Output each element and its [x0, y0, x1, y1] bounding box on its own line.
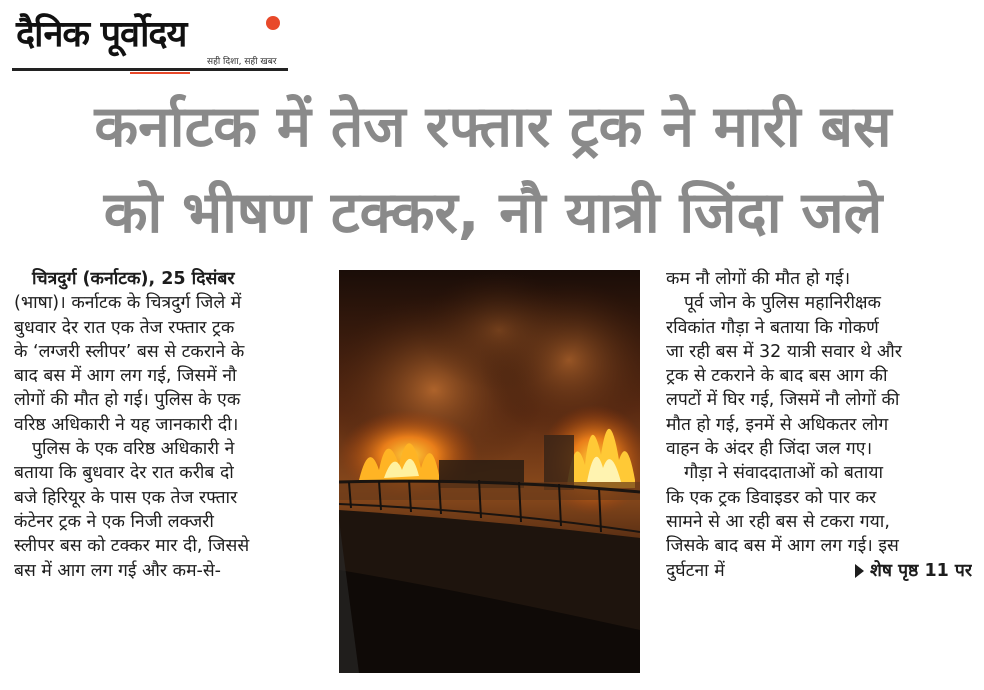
- article-line: लपटों में घिर गई, जिसमें नौ लोगों की: [666, 390, 900, 411]
- dateline: चित्रदुर्ग (कर्नाटक), 25 दिसंबर: [32, 269, 235, 289]
- article-line: के ‘लग्जरी स्लीपर’ बस से टकराने के: [14, 341, 245, 362]
- newspaper-tagline: सही दिशा, सही खबर: [207, 57, 277, 67]
- masthead-rule: [12, 68, 288, 71]
- article-line: रविकांत गौड़ा ने बताया कि गोकर्ण: [666, 317, 879, 338]
- article-column-left: [14, 267, 316, 583]
- headline-line-1: कर्नाटक में तेज रफ्तार ट्रक ने मारी बस: [94, 94, 892, 160]
- article-line: बजे हिरियूर के पास एक तेज रफ्तार: [14, 487, 238, 508]
- article-line: वाहन के अंदर ही जिंदा जल गए।: [666, 439, 873, 460]
- article-line: जिसके बाद बस में आग लग गई। इस: [666, 536, 899, 557]
- article-line: जा रही बस में 32 यात्री सवार थे और: [666, 341, 902, 362]
- article-line: सामने से आ रही बस से टकरा गया,: [666, 511, 890, 532]
- article-line: (भाषा)। कर्नाटक के चित्रदुर्ग जिले में: [14, 293, 242, 314]
- article-line: ट्रक से टकराने के बाद बस आग की: [666, 366, 888, 387]
- masthead: [12, 6, 288, 72]
- article-line: बाद बस में आग लग गई, जिसमें नौ: [14, 366, 237, 387]
- article-line: स्लीपर बस को टक्कर मार दी, जिससे: [14, 536, 250, 557]
- article-line: बताया कि बुधवार देर रात करीब दो: [14, 463, 234, 484]
- fire-scene-illustration: [339, 270, 640, 673]
- article-line: वरिष्ठ अधिकारी ने यह जानकारी दी।: [14, 414, 239, 435]
- article-line: लोगों की मौत हो गई। पुलिस के एक: [14, 390, 241, 411]
- article-last-line: [666, 559, 972, 583]
- article-line: बस में आग लग गई और कम-से-: [14, 560, 221, 581]
- article-line: बुधवार देर रात एक तेज रफ्तार ट्रक: [14, 317, 235, 338]
- article-line: कम नौ लोगों की मौत हो गई।: [666, 269, 851, 289]
- continued-on-page: [855, 559, 972, 583]
- article-column-right: [666, 267, 972, 583]
- article-line: गौड़ा ने संवाददाताओं को बताया: [684, 463, 884, 484]
- article-line: पूर्व जोन के पुलिस महानिरीक्षक: [684, 293, 881, 314]
- continued-label: शेष पृष्ठ 11 पर: [870, 560, 972, 581]
- article-line: दुर्घटना में: [666, 560, 725, 581]
- article-line: पुलिस के एक वरिष्ठ अधिकारी ने: [32, 439, 235, 460]
- masthead-accent-rule: [130, 72, 190, 74]
- play-triangle-icon: [855, 564, 864, 578]
- article-line: कि एक ट्रक डिवाइडर को पार कर: [666, 487, 877, 508]
- night-bus-fire-photo: [339, 270, 640, 673]
- headline: [10, 84, 976, 256]
- headline-line-2: को भीषण टक्कर, नौ यात्री जिंदा जले: [103, 180, 883, 246]
- article-line: कंटेनर ट्रक ने एक निजी लक्जरी: [14, 511, 214, 532]
- brand-dot-icon: [266, 16, 280, 30]
- newspaper-title: दैनिक पूर्वोदय: [16, 14, 187, 55]
- article-line: मौत हो गई, इनमें से अधिकतर लोग: [666, 414, 889, 435]
